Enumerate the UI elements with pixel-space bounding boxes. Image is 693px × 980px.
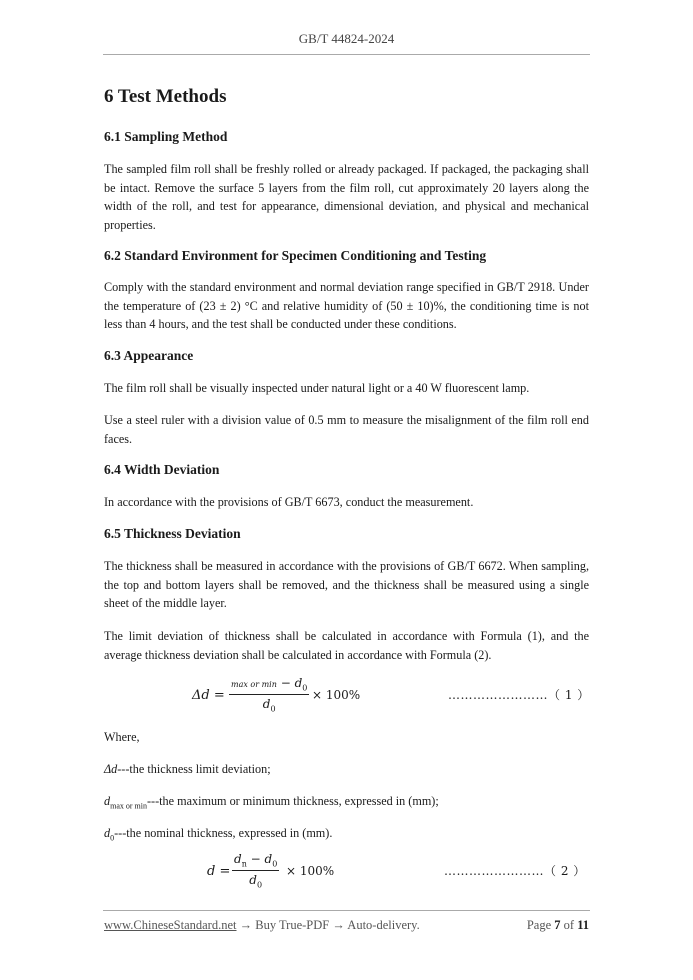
section-title: 6 Test Methods [104,86,227,107]
where-item-1-text: ---the thickness limit deviation; [117,762,271,776]
formula-1-tail: × 100% [312,688,361,702]
formula-2-number: ……………………（ 2 ） [444,864,586,878]
where-item-3 [104,824,589,848]
paragraph-6-4: In accordance with the provisions of GB/T 6673, conduct the measurement. [104,495,474,509]
formula-2-tail: × 100% [286,864,335,878]
footer-divider [103,910,590,911]
heading-6-3: 6.3 Appearance [104,348,194,363]
where-item-3-symbol: d [104,826,111,840]
heading-6-4: 6.4 Width Deviation [104,462,220,477]
paragraph-6-3-b: Use a steel ruler with a division value of 0.5 mm to measure the misalignment of the film roll end faces. [104,413,589,446]
heading-6-1: 6.1 Sampling Method [104,129,228,144]
of-word: of [563,918,575,932]
where-item-2-text: ---the maximum or minimum thickness, expressed in (mm); [146,794,439,808]
page-word: Page [526,918,552,932]
where-item-1-symbol: Δd [104,762,118,776]
page-header: GB/T 44824-2024 [298,31,395,46]
page-indicator [527,918,589,933]
formula-2-den: d [249,873,257,888]
paragraph-6-1: The sampled film roll shall be freshly rolled or already packaged. If packaged, the packaging shall be intact. Remove the surface 5 layers from the film roll, cut approximately 20 layers along the width of the roll, and test for appearance, dimensional deviation, and physical and mechanical properties. [104,162,589,232]
where-item-3-text: ---the nominal thickness, expressed in (mm). [114,826,333,840]
footer-left [104,918,420,933]
formula-2-fraction: $\frac{d_n - d_0}{d_0}$ [234,852,278,890]
where-item-2 [104,792,589,816]
formula-2-num-sub: n [241,859,247,869]
paragraph-6-2: Comply with the standard environment and normal deviation range specified in GB/T 2918. Under the temperature of (23 ± 2) °C and relative humidity of (50 ± 10)%, the conditioning time is not less than 4 hours, and the test shall be conducted under these conditions. [104,280,589,331]
formula-1-fraction: max or $\min - d_0$ $d_0$ [231,676,308,714]
where-item-3-sub: 0 [110,833,115,843]
paragraph-6-3-a: The film roll shall be visually inspected under natural light or a 40 W fluorescent lamp. [104,381,530,395]
heading-6-2: 6.2 Standard Environment for Specimen Conditioning and Testing [104,248,487,263]
formula-1-den: d [262,697,271,712]
formula-2-lhs: d = [207,864,231,879]
where-item-2-sub: max or min [110,801,147,811]
formula-1 [104,676,589,716]
formula-1-number: ……………………（ 1 ） [448,688,590,702]
formula-1-num-sub: max or min [231,680,277,689]
footer-promo-text: → Buy True-PDF → Auto-delivery. [236,918,420,932]
page-number: 7 [554,918,561,932]
where-item-2-symbol: d [104,794,111,808]
where-label: Where, [104,730,140,744]
formula-1-lhs: Δd = [192,688,225,703]
header-divider [103,54,590,55]
site-link[interactable]: www.ChineseStandard.net [104,918,237,932]
formula-2-num: d [234,852,242,866]
formula-1-num-rest: − d [280,676,303,690]
page-total: 11 [577,918,589,932]
paragraph-6-5-a: The thickness shall be measured in accordance with the provisions of GB/T 6672. When sampling, the top and bottom layers shall be removed, and the thickness shall be measured using a single sheet of the middle layer. [104,559,589,610]
heading-6-5: 6.5 Thickness Deviation [104,526,241,541]
formula-2-num-rest: − d [250,852,273,866]
paragraph-6-5-b: The limit deviation of thickness shall be calculated in accordance with Formula (1), and the average thickness deviation shall be calculated in accordance with Formula (2). [104,629,589,662]
formula-2 [104,852,589,892]
where-item-1 [104,760,589,779]
